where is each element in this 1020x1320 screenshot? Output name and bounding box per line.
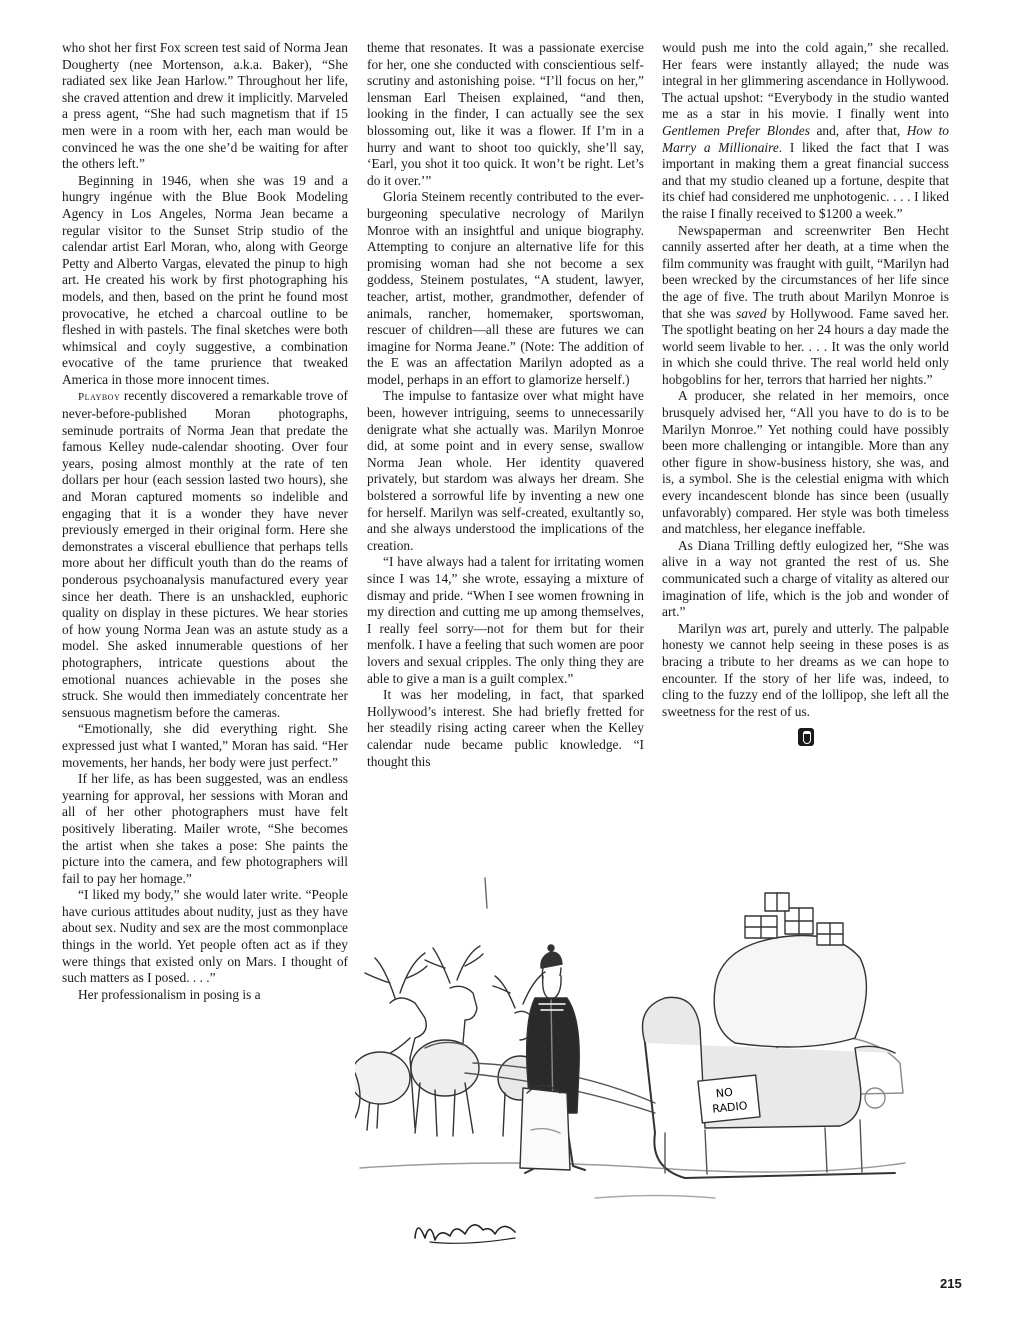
artist-signature <box>415 1225 515 1240</box>
film-title: How to Marry a Millionaire <box>662 122 949 155</box>
paragraph: “Emotionally, she did everything right. She expressed just what I wanted,” Moran has said. “Her movements, her hands, her body were just perfect.” <box>62 721 348 770</box>
article-column-3 <box>662 40 949 746</box>
reindeer-left <box>355 953 427 1130</box>
santa-figure <box>520 945 585 1173</box>
sign-text-line-2: RADIO <box>711 1099 749 1116</box>
lamp-post <box>485 878 487 908</box>
paragraph: If her life, as has been suggested, was an endless yearning for approval, her sessions with Moran and all of her other photographers must have felt positively liberating. Mailer wrote, “She becomes the artist when she takes a pose: She paints the picture into the camera, and few photographers will fail to pay her homage.” <box>62 771 348 886</box>
paragraph: theme that resonates. It was a passionate exercise for her, one she conducted with conscientious self-scrutiny and astonishing poise. “I’ll focus on her,” lensman Earl Theisen explained, “and then, looking in the finder, I can actually see the sex blossoming out, like it was a flower. If I’m in a hurry and want to shoot too quickly, she’ll say, ‘Earl, you shot it too quick. It won’t be right. Let’s do it over.’” <box>367 40 644 188</box>
article-column-2 <box>367 40 644 770</box>
rabbit-head-end-mark-icon <box>798 728 814 746</box>
ground-line <box>595 1196 715 1199</box>
reindeer-middle <box>411 946 483 1136</box>
paragraph: As Diana Trilling deftly eulogized her, “She was alive in a way not granted the rest of us. She communicated such a charge of vitality as altered our imagination of life, which is the job and wonder of art.” <box>662 537 949 620</box>
sleigh-sign <box>698 1075 760 1123</box>
paragraph: “I liked my body,” she would later write. “People have curious attitudes about nudity, just as they have about sex. Nudity and sex are the most commonplace things in the world. Yet people often act as if they were things that existed only on Mars. I thought of such matters as I posed. . . .” <box>62 887 348 986</box>
paragraph: who shot her first Fox screen test said of Norma Jean Dougherty (nee Mortenson, a.k.a. Baker), “She radiated sex like Jean Harlow.” Throughout her life, she craved attention and drew it implicitly. Marveled a press agent, “She had such magnetism that if 15 men were in a room with her, each man would be convinced he was the one she’d be waiting for after the others left.” <box>62 40 348 172</box>
paragraph: Her professionalism in posing is a <box>78 986 261 1002</box>
paragraph-text: by Hollywood. Fame saved her. The spotlight beating on her 24 hours a day made the world seem livable to her. . . . It was the only world in which she could thrive. The real world held only hobgoblins for her, terrors that harried her nights.” <box>662 305 949 387</box>
paragraph: The impulse to fantasize over what might have been, however intriguing, seems to unnecessarily denigrate what she actually was. Marilyn Monroe did, at some point and in every sense, swallow Norma Jean whole. Her identity quavered privately, but stardom was always her dream. She bolstered a sorrowful life by inventing a new one for herself. Marilyn was self-created, exultantly so, and she always understood the implications of the creation. <box>367 388 644 553</box>
car-wheel <box>865 1088 885 1108</box>
paragraph <box>662 621 949 721</box>
page-number: 215 <box>940 1276 962 1291</box>
emphasis: was <box>725 620 747 636</box>
paragraph <box>662 223 949 389</box>
paragraph <box>62 388 348 721</box>
ground-line <box>360 1163 905 1172</box>
artist-signature-underline <box>430 1238 515 1243</box>
paragraph-text: Marilyn <box>678 620 726 636</box>
article-column-1 <box>62 40 348 1003</box>
paragraph-text: art, purely and utterly. The palpable honesty we cannot help seeing in these poses is as bracing a tribute to her dreams as we can hope to encounter. If the story of her life was, indeed, to cling to the fuzzy end of the lollipop, she left all the sweetness for the rest of us. <box>662 620 949 719</box>
paragraph-text: . I liked the fact that I was important in making them a great financial success and that my studio cleaned up a fortune, despite that its chief had considered me unphotogenic. . . . I liked the raise I finally received to $1200 a week.” <box>662 139 949 221</box>
sign-text-line-1: NO <box>715 1085 734 1101</box>
paragraph: Beginning in 1946, when she was 19 and a hungry ingénue with the Blue Book Modeling Agency in Los Angeles, Norma Jean became a regular visitor to the Sunset Strip studio of the calendar artist Earl Moran, who, along with George Petty and Alberto Vargas, elevated the pinup to high art. He created his work by first photographing his models, and then, based on the print he found most provocative, he etched a charcoal outline to be fleshed in with pastels. The final sketches were both whimsical and coyly suggestive, a combination evocative of the tame prurience that tweaked America in those more innocent times. <box>62 172 348 387</box>
cartoon-illustration <box>355 868 910 1278</box>
paragraph-text: would push me into the cold again,” she recalled. Her fears were instantly allayed; the nude was integral in her glimmering ascendance in Hollywood. The actual upshot: “Everybody in the studio wanted me as a star in his movie. I finally went into <box>662 40 949 122</box>
emphasis: saved <box>736 305 767 321</box>
film-title: Gentlemen Prefer Blondes <box>662 122 810 138</box>
paragraph: Gloria Steinem recently contributed to the ever-burgeoning speculative necrology of Marilyn Monroe with an insightful and unique biography. Attempting to conjure an alternative life for this promising woman had she not become a sex goddess, Steinem postulates, “A student, lawyer, teacher, artist, mother, grandmother, defender of animals, rancher, homemaker, sportswoman, rescuer of children—all these are futures we can imagine for Norma Jeane.” (Note: The addition of the E was an affectation Marilyn adopted as a model, perhaps in an effort to glamorize herself.) <box>367 189 644 387</box>
magazine-name: Playboy <box>78 391 121 404</box>
paragraph <box>662 40 949 223</box>
paragraph: A producer, she related in her memoirs, once brusquely advised her, “All you have to do is to be Marilyn Monroe.” Yet nothing could have possibly been more challenging or intangible. More than any other figure in show-business history, she was, and is, a symbol. She is the celestial enigma with which every incandescent blonde has since been (usually unfavorably) compared. Her style was both timeless and matchless, her elegance ineffable. <box>662 388 949 537</box>
paragraph: It was her modeling, in fact, that sparked Hollywood’s interest. She had briefly fretted for her steadily rising acting career when the Kelley calendar nude became public knowledge. “I thought this <box>367 687 644 769</box>
paragraph-text: and, after that, <box>809 122 907 138</box>
paragraph: “I have always had a talent for irritating women since I was 14,” she wrote, essaying a mixture of dismay and pride. “When I see women frowning in my direction and cutting me up among themselves, I really feel sorry—not for them but for their menfolk. I have a feeling that such women are poor lovers and sexual cripples. The only thing they are able to give a man is a guilt complex.” <box>367 554 644 686</box>
paragraph-text: Newspaperman and screenwriter Ben Hecht cannily asserted after her death, at a time when the film community was fraught with guilt, “Marilyn had been wrecked by the circumstances of her life since the age of five. The truth about Marilyn Monroe is that she was <box>662 222 949 321</box>
sleigh <box>643 893 896 1178</box>
paragraph-text: recently discovered a remarkable trove of never-before-published Moran photographs, seminude portraits of Norma Jean that predate the famous Kelley nude-calendar shooting. Over four years, posing almost monthly at the rate of ten dollars per hour (each session lasted two hours), she and Moran captured moments so indelible and engaging that it is a wonder they have never previously emerged in their original form. Here she demonstrates a visceral ebullience that perhaps tells more about her difficult youth than do the reams of ponderous psychoanalysis manufactured every year since her death. There is an unshackled, euphoric quality on display in these pictures. We hear stories of how young Norma Jean was an astute study as a model. She asked innumerable questions of her photographers, intricate questions about the emotional nuances achievable in the poses she struck. She would then immediately concentrate her sensuous magnetism before the cameras. <box>62 388 348 720</box>
